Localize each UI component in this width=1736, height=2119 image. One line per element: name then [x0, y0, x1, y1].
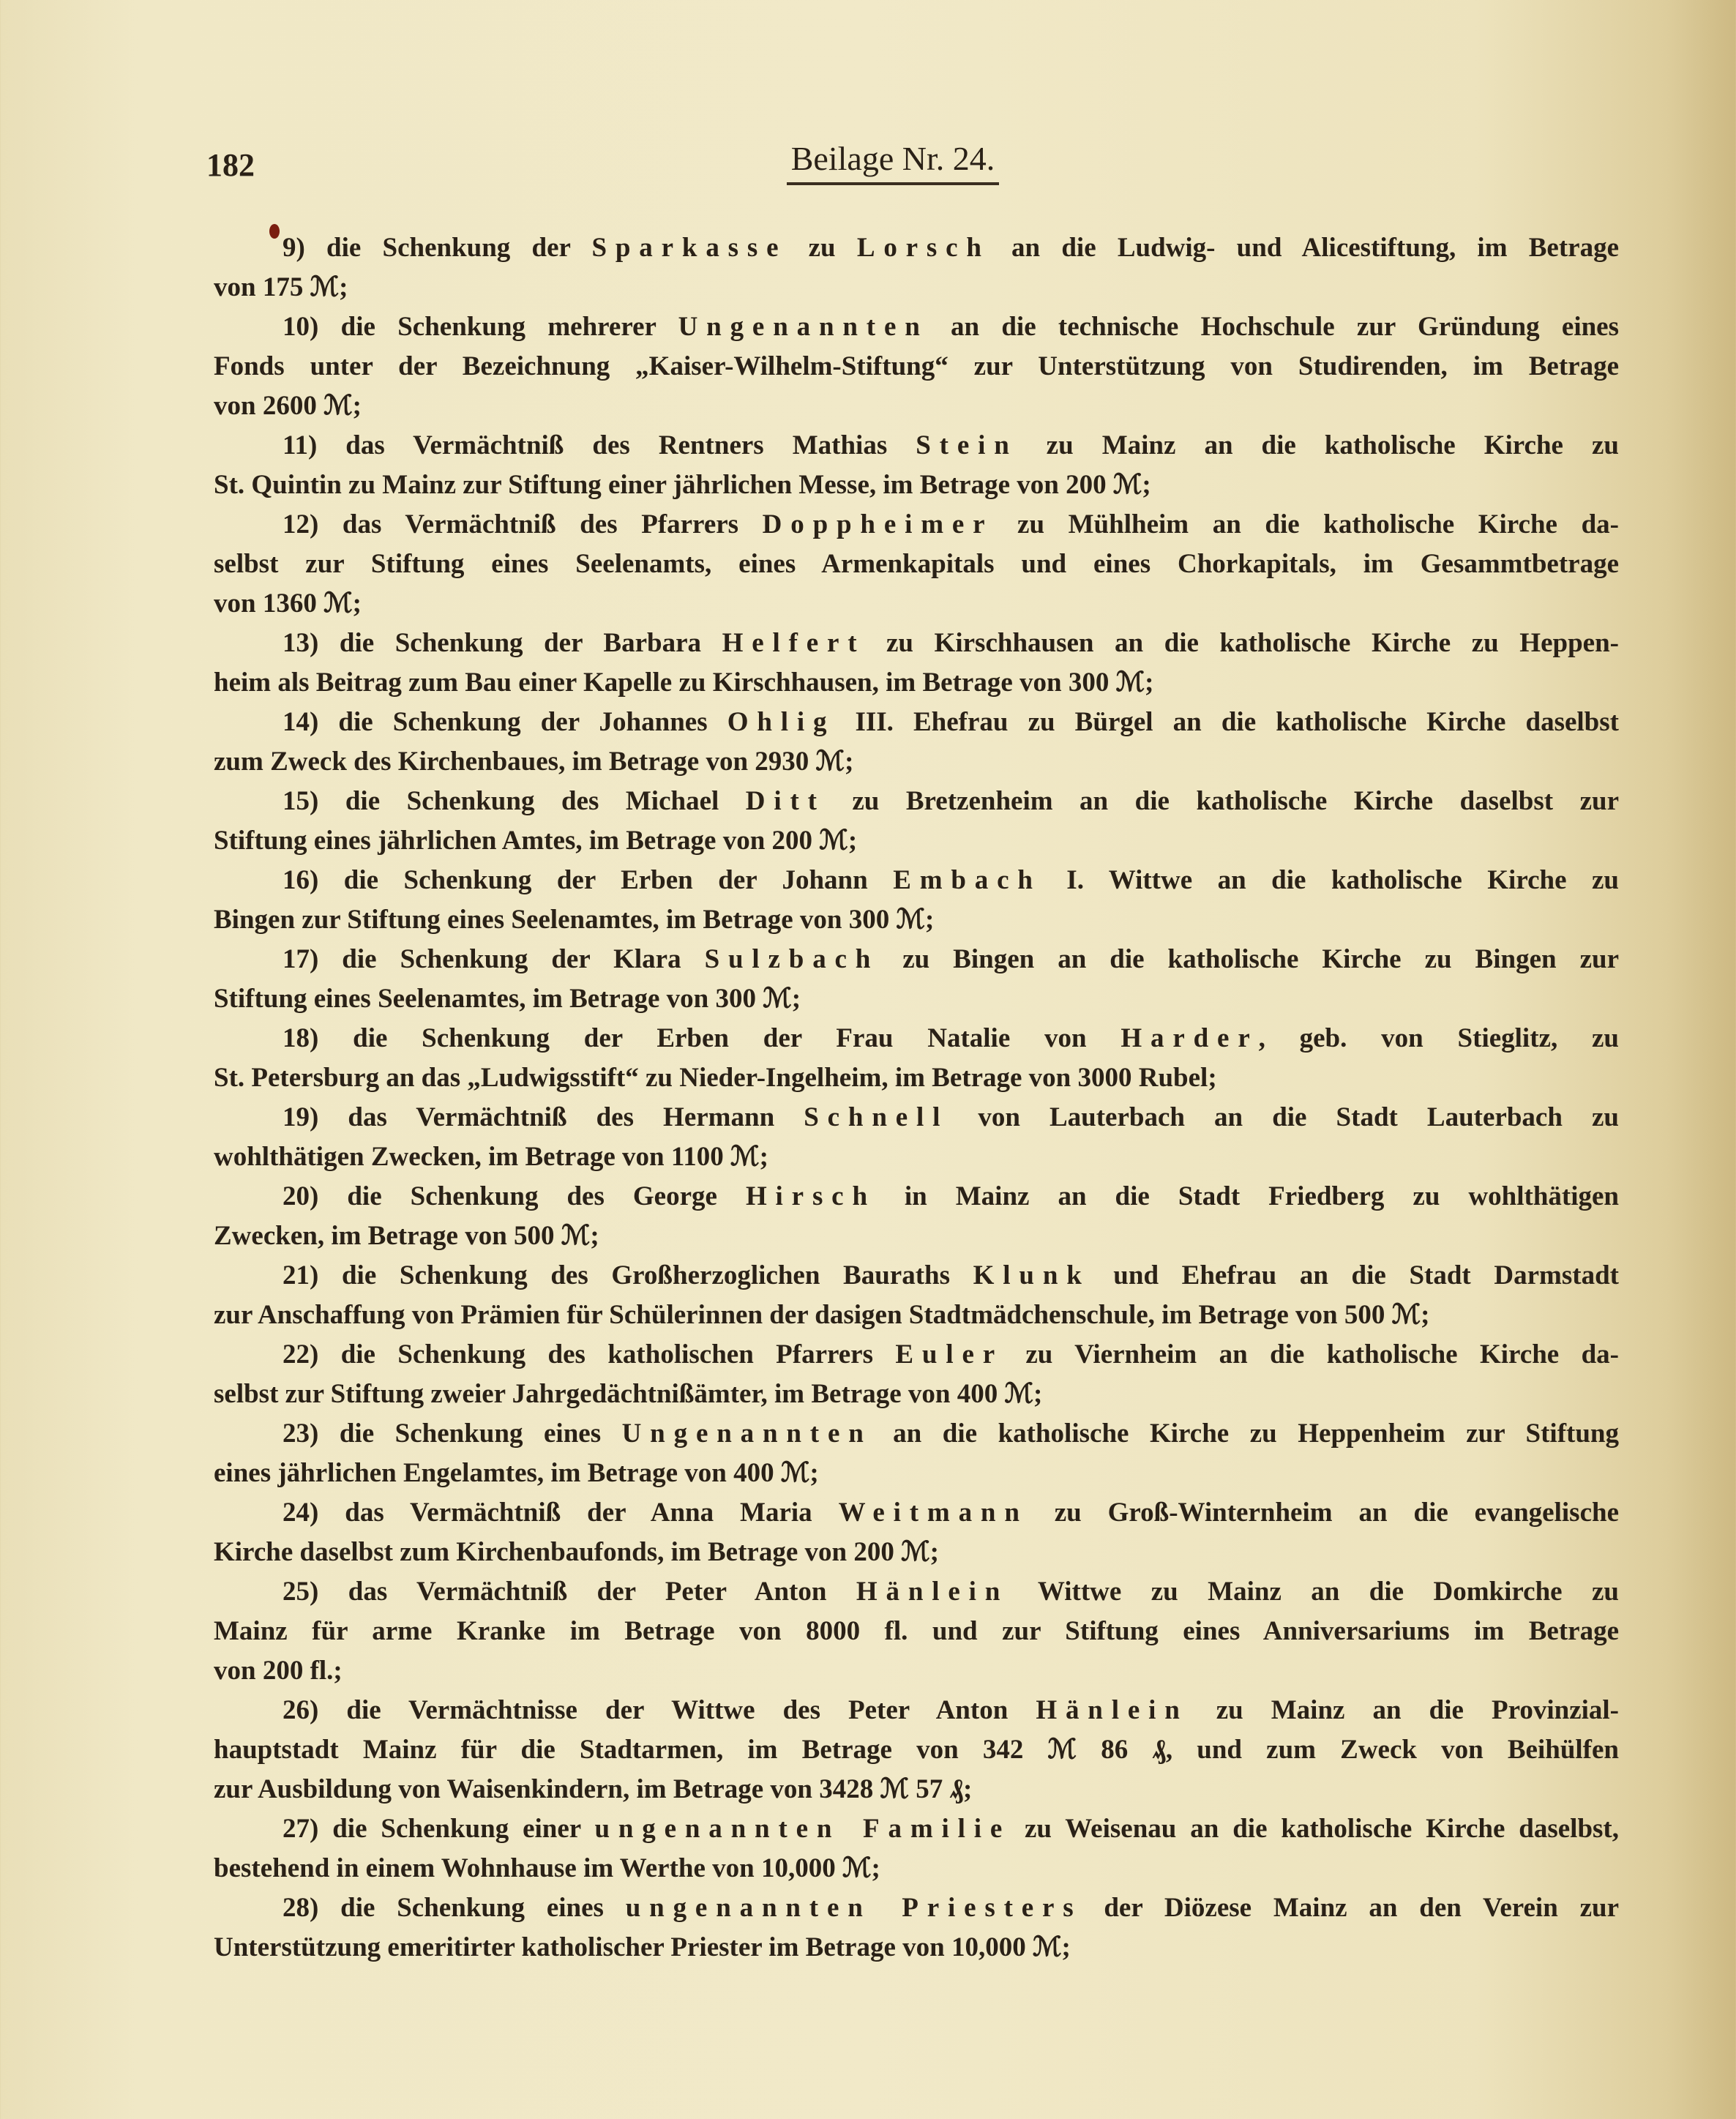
list-item	[214, 1691, 1619, 1809]
list-item	[214, 307, 1619, 426]
text-segment: 14) die Schenkung der Johannes	[283, 707, 727, 737]
text-line	[214, 228, 1619, 268]
text-segment: zur Ausbildung von Waisenkindern, im Betrage von 3428 ℳ 57 ₰;	[214, 1774, 973, 1804]
list-item	[214, 624, 1619, 703]
list-item	[214, 1256, 1619, 1335]
text-line	[214, 1888, 1619, 1928]
text-line	[214, 624, 1619, 663]
text-line	[214, 1651, 1619, 1691]
page-title: Beilage Nr. 24.	[787, 139, 1000, 185]
text-segment: 16) die Schenkung der Erben der Johann	[283, 865, 894, 895]
text-segment: hauptstadt Mainz für die Stadtarmen, im Betrage von 342 ℳ 86 ₰, und zum Zweck von Beihülfen	[214, 1735, 1619, 1765]
text-segment: 28) die Schenkung eines	[283, 1893, 626, 1923]
text-segment: Mainz für arme Kranke im Betrage von 8000 fl. und zur Stiftung eines Anniversariums im Betrage	[214, 1616, 1619, 1646]
spaced-name: Helfert	[722, 628, 866, 658]
list-item	[214, 1493, 1619, 1572]
text-segment: 26) die Vermächtnisse der Wittwe des Peter Anton	[283, 1695, 1036, 1725]
text-line	[214, 979, 1619, 1019]
text-line	[214, 1217, 1619, 1256]
text-line	[214, 505, 1619, 545]
text-line	[214, 1058, 1619, 1098]
list-item	[214, 703, 1619, 782]
list-item	[214, 1809, 1619, 1888]
text-line	[214, 821, 1619, 861]
list-item	[214, 1098, 1619, 1177]
text-segment: 15) die Schenkung des Michael	[283, 786, 746, 816]
text-segment: zu Mainz an die Provinzial-	[1188, 1695, 1619, 1725]
list-item	[214, 1019, 1619, 1098]
text-line	[214, 545, 1619, 584]
spaced-name: Hänlein	[856, 1577, 1009, 1607]
text-line	[214, 268, 1619, 307]
text-segment: St. Quintin zu Mainz zur Stiftung einer jährlichen Messe, im Betrage von 200 ℳ;	[214, 470, 1151, 500]
list-item	[214, 1414, 1619, 1493]
text-line	[214, 1177, 1619, 1217]
text-segment: 11) das Vermächtniß des Rentners Mathias	[283, 430, 916, 460]
spaced-name: Klunk	[973, 1260, 1090, 1290]
text-segment: Stiftung eines Seelenamtes, im Betrage von 300 ℳ;	[214, 984, 801, 1014]
text-line	[214, 1612, 1619, 1651]
text-segment: 9) die Schenkung der	[283, 233, 592, 263]
text-segment: 22) die Schenkung des katholischen Pfarrers	[283, 1339, 896, 1369]
text-segment: selbst zur Stiftung zweier Jahrgedächtnißämter, im Betrage von 400 ℳ;	[214, 1379, 1043, 1409]
text-segment: Kirche daselbst zum Kirchenbaufonds, im Betrage von 200 ℳ;	[214, 1537, 939, 1567]
text-line	[214, 1572, 1619, 1612]
text-segment: 27) die Schenkung einer	[283, 1814, 595, 1844]
text-line	[214, 1493, 1619, 1533]
text-segment: zu Kirschhausen an die katholische Kirche zu Heppen-	[865, 628, 1619, 658]
text-line	[214, 1137, 1619, 1177]
document-body	[214, 228, 1619, 1967]
text-segment: der Diözese Mainz an den Verein zur	[1082, 1893, 1620, 1923]
text-line	[214, 426, 1619, 466]
text-segment: zu Viernheim an die katholische Kirche da-	[1003, 1339, 1619, 1369]
list-item	[214, 1177, 1619, 1256]
spaced-name: Ungenannten	[621, 1419, 872, 1449]
text-segment: zum Zweck des Kirchenbaues, im Betrage von 2930 ℳ;	[214, 747, 854, 777]
text-line	[214, 1335, 1619, 1375]
text-line	[214, 703, 1619, 742]
spaced-name: Hänlein	[1036, 1695, 1189, 1725]
text-segment: an die Ludwig- und Alicestiftung, im Betrage	[989, 233, 1620, 263]
text-line	[214, 940, 1619, 979]
text-segment: Wittwe zu Mainz an die Domkirche zu	[1009, 1577, 1619, 1607]
text-segment: 12) das Vermächtniß des Pfarrers	[283, 509, 763, 539]
text-segment: zu	[787, 233, 857, 263]
text-segment: an die katholische Kirche zu Heppenheim zur Stiftung	[872, 1419, 1619, 1449]
text-segment: 21) die Schenkung des Großherzoglichen Bauraths	[283, 1260, 973, 1290]
spaced-name: Euler	[895, 1339, 1003, 1369]
text-segment: in Mainz an die Stadt Friedberg zu wohlthätigen	[875, 1181, 1619, 1211]
text-segment: Unterstützung emeritirter katholischer Priester im Betrage von 10,000 ℳ;	[214, 1932, 1071, 1962]
text-segment: Bingen zur Stiftung eines Seelenamtes, im Betrage von 300 ℳ;	[214, 905, 935, 935]
spaced-name: Doppheimer	[762, 509, 994, 539]
text-line	[214, 1849, 1619, 1888]
list-item	[214, 426, 1619, 505]
text-line	[214, 347, 1619, 386]
list-item	[214, 228, 1619, 307]
spaced-name: ungenannten Familie	[594, 1814, 1011, 1844]
text-line	[214, 1375, 1619, 1414]
text-line	[214, 1098, 1619, 1137]
text-segment: zu Mühlheim an die katholische Kirche da-	[993, 509, 1619, 539]
spaced-name: Stein	[916, 430, 1018, 460]
text-segment: zu Bingen an die katholische Kirche zu Bingen zur	[879, 944, 1619, 974]
text-line	[214, 1019, 1619, 1058]
list-item	[214, 1335, 1619, 1414]
spaced-name: Harder	[1120, 1023, 1259, 1053]
spaced-name: Ungenannten	[678, 312, 929, 342]
list-item	[214, 1888, 1619, 1967]
spaced-name: Ditt	[745, 786, 826, 816]
text-segment: zu Groß-Winternheim an die evangelische	[1028, 1498, 1619, 1528]
text-line	[214, 1533, 1619, 1572]
text-segment: heim als Beitrag zum Bau einer Kapelle zu Kirschhausen, im Betrage von 300 ℳ;	[214, 668, 1154, 698]
text-line	[214, 1809, 1619, 1849]
text-line	[214, 1770, 1619, 1809]
text-line	[214, 584, 1619, 624]
text-segment: 23) die Schenkung eines	[283, 1419, 622, 1449]
spaced-name: Schnell	[804, 1102, 949, 1132]
list-item	[214, 861, 1619, 940]
text-line	[214, 1928, 1619, 1967]
text-line	[214, 1296, 1619, 1335]
text-segment: bestehend in einem Wohnhause im Werthe von 10,000 ℳ;	[214, 1853, 880, 1883]
text-segment: an die technische Hochschule zur Gründung eines	[928, 312, 1620, 342]
text-segment: I. Wittwe an die katholische Kirche zu	[1041, 865, 1619, 895]
text-segment: III. Ehefrau zu Bürgel an die katholische Kirche daselbst	[835, 707, 1619, 737]
text-segment: von 200 fl.;	[214, 1656, 343, 1686]
spaced-name: Ohlig	[727, 707, 836, 737]
text-segment: 13) die Schenkung der Barbara	[283, 628, 722, 658]
list-item	[214, 1572, 1619, 1691]
text-segment: Zwecken, im Betrage von 500 ℳ;	[214, 1221, 599, 1251]
text-line	[214, 900, 1619, 940]
list-item	[214, 940, 1619, 1019]
text-segment: 18) die Schenkung der Erben der Frau Natalie von	[283, 1023, 1121, 1053]
spaced-name: Sulzbach	[704, 944, 880, 974]
text-segment: 19) das Vermächtniß des Hermann	[283, 1102, 804, 1132]
text-segment: selbst zur Stiftung eines Seelenamts, eines Armenkapitals und eines Chorkapitals, im Gesammtbetrage	[214, 549, 1619, 579]
text-segment: St. Petersburg an das „Ludwigsstift“ zu Nieder-Ingelheim, im Betrage von 3000 Rubel;	[214, 1063, 1217, 1093]
text-segment: zu Weisenau an die katholische Kirche daselbst,	[1011, 1814, 1619, 1844]
text-segment: 10) die Schenkung mehrerer	[283, 312, 678, 342]
spaced-name: Lorsch	[856, 233, 990, 263]
text-segment: Stiftung eines jährlichen Amtes, im Betrage von 200 ℳ;	[214, 826, 858, 856]
text-segment: Fonds unter der Bezeichnung „Kaiser-Wilhelm-Stiftung“ zur Unterstützung von Studirenden, im Betrage	[214, 351, 1619, 381]
text-segment: zu Mainz an die katholische Kirche zu	[1017, 430, 1619, 460]
spaced-name: Embach	[893, 865, 1041, 895]
text-line	[214, 386, 1619, 426]
text-segment: wohlthätigen Zwecken, im Betrage von 1100 ℳ;	[214, 1142, 768, 1172]
text-segment: 25) das Vermächtniß der Peter Anton	[283, 1577, 856, 1607]
text-line	[214, 742, 1619, 782]
text-segment: von Lauterbach an die Stadt Lauterbach zu	[949, 1102, 1619, 1132]
spaced-name: Sparkasse	[591, 233, 787, 263]
text-line	[214, 1454, 1619, 1493]
text-segment: 20) die Schenkung des George	[283, 1181, 746, 1211]
text-line	[214, 663, 1619, 703]
spaced-name: Hirsch	[745, 1181, 876, 1211]
running-head	[0, 139, 1736, 185]
text-line	[214, 307, 1619, 347]
spaced-name: ungenannten Priesters	[625, 1893, 1082, 1923]
text-line	[214, 466, 1619, 505]
spaced-name: Weitmann	[838, 1498, 1028, 1528]
text-line	[214, 1414, 1619, 1454]
page-number: 182	[206, 147, 255, 183]
list-item	[214, 505, 1619, 624]
text-line	[214, 861, 1619, 900]
text-segment: 24) das Vermächtniß der Anna Maria	[283, 1498, 839, 1528]
text-line	[214, 782, 1619, 821]
text-line	[214, 1730, 1619, 1770]
list-item	[214, 782, 1619, 861]
text-segment: 17) die Schenkung der Klara	[283, 944, 705, 974]
text-segment: zur Anschaffung von Prämien für Schülerinnen der dasigen Stadtmädchenschule, im Betrage von 500 ℳ;	[214, 1300, 1430, 1330]
text-segment: , geb. von Stieglitz, zu	[1258, 1023, 1619, 1053]
text-segment: von 175 ℳ;	[214, 272, 348, 302]
text-line	[214, 1256, 1619, 1296]
text-segment: von 2600 ℳ;	[214, 391, 362, 421]
text-segment: und Ehefrau an die Stadt Darmstadt	[1090, 1260, 1619, 1290]
text-segment: eines jährlichen Engelamtes, im Betrage von 400 ℳ;	[214, 1458, 819, 1488]
text-segment: zu Bretzenheim an die katholische Kirche daselbst zur	[825, 786, 1619, 816]
text-line	[214, 1691, 1619, 1730]
text-segment: von 1360 ℳ;	[214, 588, 362, 618]
